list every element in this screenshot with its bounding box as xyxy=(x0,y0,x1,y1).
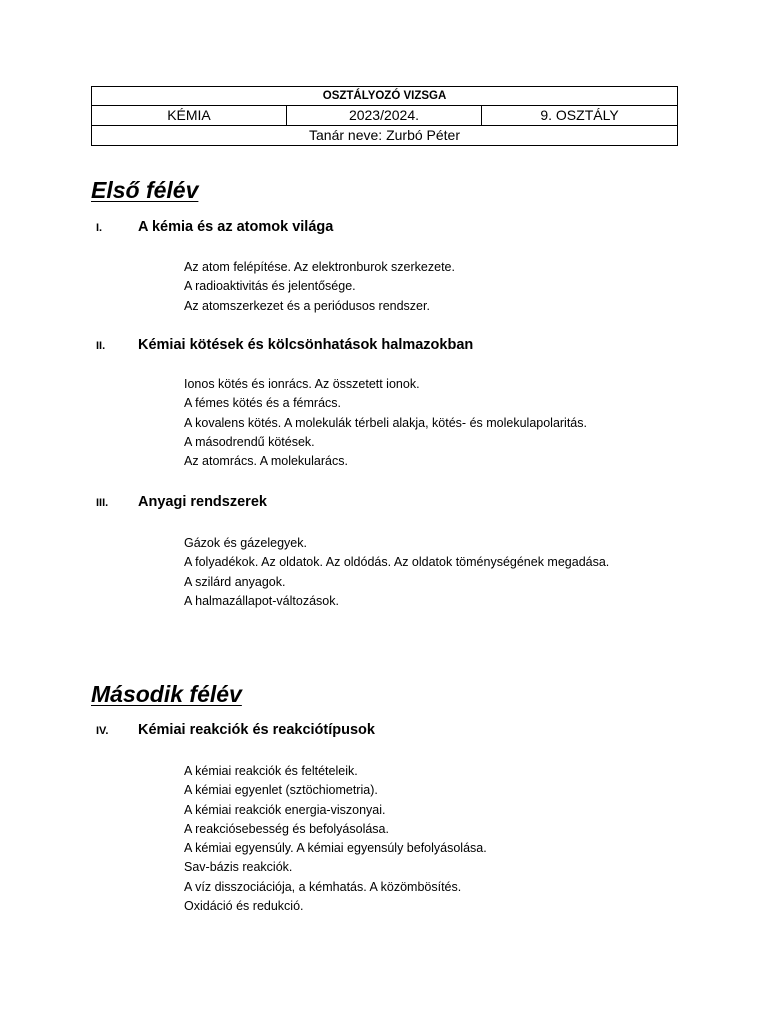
teacher-cell: Tanár neve: Zurbó Péter xyxy=(92,126,678,146)
item-text: A reakciósebesség és befolyásolása. xyxy=(184,821,389,836)
item-text: Sav-bázis reakciók. xyxy=(184,860,293,875)
item-text: A folyadékok. Az oldatok. Az oldódás. Az oldatok töménységének megadása. xyxy=(184,555,610,570)
item-text: Ionos kötés és ionrács. Az összetett ionok. xyxy=(184,377,420,391)
item-text: A víz disszociációja, a kémhatás. A közömbösítés. xyxy=(184,879,462,894)
topic-heading xyxy=(0,337,768,359)
school-year-cell: 2023/2024. xyxy=(287,106,482,126)
exam-header-table xyxy=(91,86,678,146)
subject-cell: KÉMIA xyxy=(92,106,287,126)
item-text: A szilárd anyagok. xyxy=(184,574,286,589)
topic-section xyxy=(0,219,768,313)
item-text: A radioaktivitás és jelentősége. xyxy=(184,279,356,294)
topic-number: IV. xyxy=(96,725,109,737)
semester-title-first: Első félév xyxy=(91,177,199,203)
item-text: A kémiai egyensúly. A kémiai egyensúly befolyásolása. xyxy=(184,841,487,856)
item-text: Gázok és gázelegyek. xyxy=(184,536,307,550)
grade-cell: 9. OSZTÁLY xyxy=(482,106,678,126)
item-text: A másodrendű kötések. xyxy=(184,434,315,449)
item-text: Az atomszerkezet és a periódusos rendszer. xyxy=(184,298,430,313)
topic-number: III. xyxy=(96,497,109,509)
topic-section xyxy=(0,722,768,914)
semester-title-second: Második félév xyxy=(91,681,242,707)
topic-section xyxy=(0,494,768,608)
item-text: A kémiai reakciók energia-viszonyai. xyxy=(184,802,386,817)
topic-number: I. xyxy=(96,222,103,234)
exam-title: OSZTÁLYOZÓ VIZSGA xyxy=(92,87,678,106)
topic-heading xyxy=(0,494,768,516)
topic-title: A kémia és az atomok világa xyxy=(138,219,334,235)
topic-number: II. xyxy=(96,340,106,352)
topic-heading xyxy=(0,219,768,241)
item-text: Az atom felépítése. Az elektronburok szerkezete. xyxy=(184,260,455,274)
topic-title: Kémiai kötések és kölcsönhatások halmazokban xyxy=(138,337,474,353)
topic-heading xyxy=(0,722,768,744)
item-text: A kovalens kötés. A molekulák térbeli alakja, kötés- és molekulapolaritás. xyxy=(184,415,587,430)
item-text: Az atomrács. A molekularács. xyxy=(184,454,348,469)
topic-section xyxy=(0,337,768,469)
item-text: A fémes kötés és a fémrács. xyxy=(184,396,342,411)
item-text: A kémiai egyenlet (sztöchiometria). xyxy=(184,783,378,798)
topic-title: Kémiai reakciók és reakciótípusok xyxy=(138,722,375,738)
item-text: A halmazállapot-változások. xyxy=(184,593,339,608)
item-text: Oxidáció és redukció. xyxy=(184,899,304,914)
item-text: A kémiai reakciók és feltételeik. xyxy=(184,764,358,778)
topic-title: Anyagi rendszerek xyxy=(138,494,267,510)
